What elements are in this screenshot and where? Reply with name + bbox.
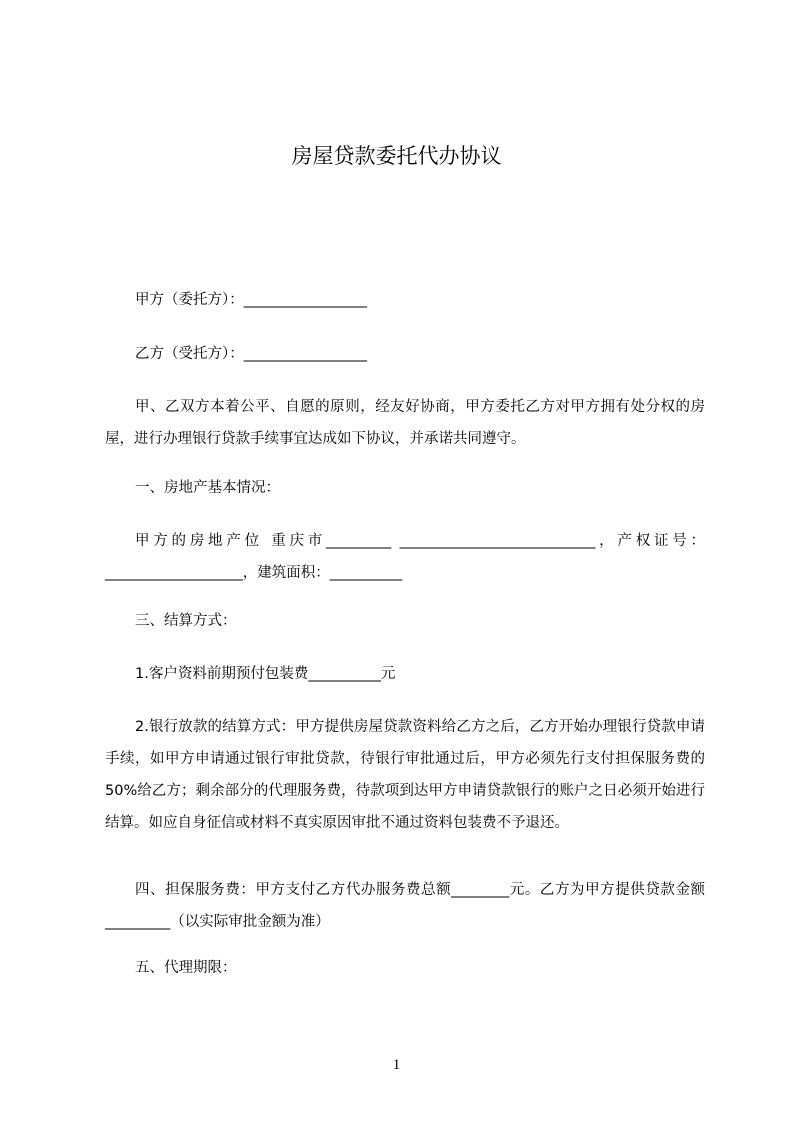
page-number: 1	[392, 1057, 401, 1073]
settlement-item-two: 2.银行放款的结算方式：甲方提供房屋贷款资料给乙方之后，乙方开始办理银行贷款申请手续，如甲方申请通过银行审批贷款，待银行审批通过后，甲方必须先行支付担保服务费的 50%给乙方；剩余部分的代理服务费，待款项到达甲方申请贷款银行的账户之日必须开始进行结算。如应自身征信或材料不真实原因审批不通过资料包装费不予退还。	[105, 719, 705, 831]
section-three-heading: 三、结算方式：	[135, 613, 237, 629]
section-one-heading: 一、房地产基本情况：	[135, 480, 280, 496]
document-title: 房屋贷款委托代办协议	[291, 144, 502, 168]
preamble-paragraph: 甲、乙双方本着公平、自愿的原则，经友好协商，甲方委托乙方对甲方拥有处分权的房屋，进行办理银行贷款手续事宜达成如下协议，并承诺共同遵守。	[105, 399, 705, 447]
section-four-paragraph: 四、担保服务费：甲方支付乙方代办服务费总额________元。乙方为甲方提供贷款金额_________（以实际审批金额为准）	[105, 882, 705, 930]
property-info-paragraph: 甲方的房地产位 重庆市_________ ___________________________，产权证号：___________________，建筑面积：__________	[105, 533, 705, 581]
party-a-line: 甲方（委托方）：_________________	[135, 292, 367, 308]
section-five-heading: 五、代理期限：	[135, 960, 237, 976]
settlement-item-one: 1.客户资料前期预付包装费__________元	[135, 666, 396, 682]
party-b-line: 乙方（受托方）：_________________	[135, 346, 367, 362]
